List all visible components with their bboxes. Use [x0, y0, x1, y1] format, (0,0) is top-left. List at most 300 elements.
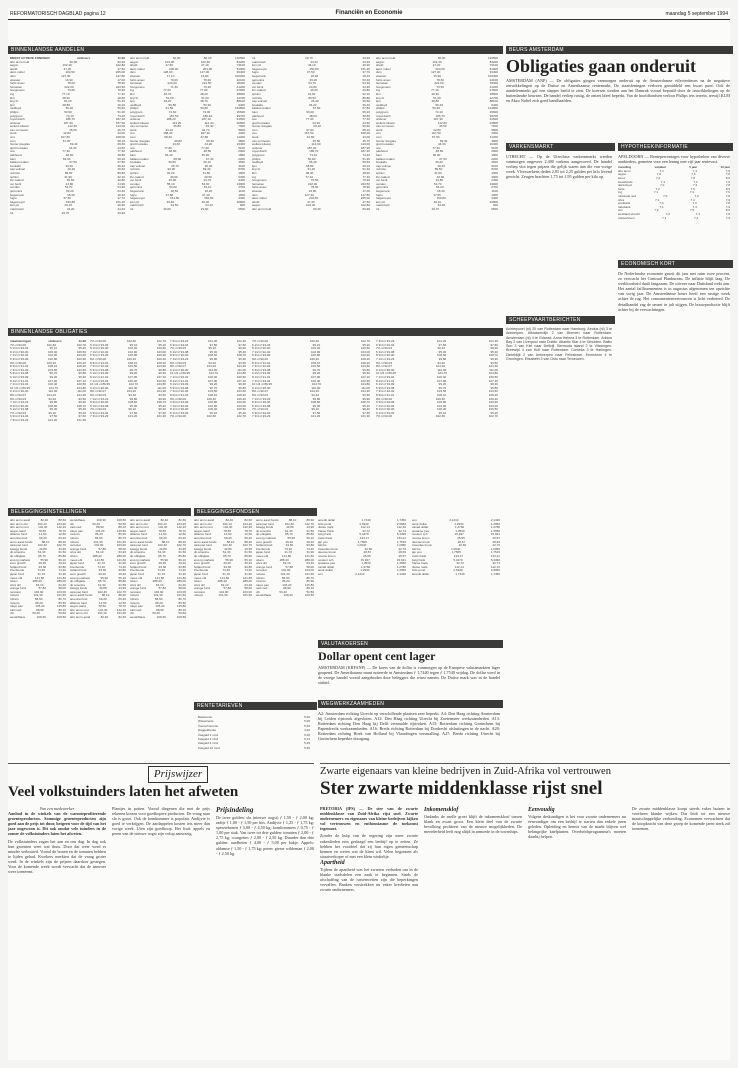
row-label: ecu [412, 519, 417, 522]
row-label: Voorschotrente [198, 723, 219, 728]
row-value: 74,30 [157, 568, 165, 573]
row-value: 89,10 [58, 607, 66, 612]
scheepvaart-body: Achterpoort (nl) 20 van Rotterdam naar Hamburg. Aeolus (nl) 3 te Antwerpen. Alblasserdijk 2 van Bremen naar Rotterdam. Amsterdam (nl) 4 te Gdansk. Anna Helena 3 te Rotterdam. Arklow Bay 2 van Liverpool naar Dublin. Atlantic Star 4 te IJmuiden. Baltic Sun 3 van Kiel naar Delfzijl. Bermuda Island 2 te Vlissingen. Breewijd 4 van Hull naar Rotterdam. Cornelia 3 te Harlingen. Dinteldijk 2 van Antwerpen naar Felixstowe. Eemshorn 4 te Groningen. Elisabeth 3 van Oslo naar Terneuzen. [506, 327, 612, 362]
row-value: 99,90 [362, 396, 370, 401]
row-label: nedlloyd [10, 106, 22, 111]
row-value: 26,40 [67, 167, 76, 172]
row-value: 3100 [491, 163, 498, 168]
row-value: 101,20 [207, 340, 218, 343]
row-label: kon ptt [252, 63, 262, 68]
row-label: nedlloyd [252, 160, 264, 165]
row-value: 12,60 [158, 532, 167, 537]
row-label: amro aand fonds [10, 539, 33, 544]
zuidafrika-sub1: Apartheid [320, 859, 345, 866]
row-value: 121,60 [116, 557, 126, 562]
row-value: 48,80 [431, 99, 439, 104]
row-label: 8 1/2 nl 91-01 [170, 378, 189, 383]
row-value: slotkoers [48, 340, 62, 343]
row-value: 11.00 [117, 57, 125, 60]
dollar-body: AMSTERDAM (KRFANP) — De koers van de dollar is vanmorgen op de Europese valutamarkten lager geopend. De Amerikaanse munt noteerde in Amsterdam ƒ 1,7440 tegen ƒ 1,7540 vrijdag. De dollar werd in de vroege handel vooral aangeboden door beleggers die winst namen. De Duitse mark was in de handel stabiel. [318, 665, 500, 686]
varkens-body: UTRECHT — Op de Utrechtse varkensmarkt werden vanmorgen ongeveer 2.400 varkens aangevoerd. De handel verliep vlot tegen prijzen die gelijk waren aan die van vorige week. Vleesvarkens deden 2,05 tot 2,25 gulden per kilo levend gewicht. Zeugen brachten 1,75 tot 1,95 gulden per kilo op. [506, 154, 612, 180]
row-label: euro growth [194, 561, 210, 566]
row-value: 44,20 [66, 206, 75, 211]
row-value: 2700 [238, 185, 245, 190]
row-value: 109,50 [176, 615, 186, 620]
row-value: 42,70 [201, 127, 210, 132]
row-value: 61500 [236, 117, 245, 122]
row-value: 95,30 [312, 403, 321, 408]
row-label: sphinx [130, 171, 139, 175]
row-label: abn amro hold [130, 57, 150, 60]
row-value: 36,10 [203, 160, 211, 165]
row-value: 3400 [238, 196, 245, 201]
row-value: 108,20 [76, 364, 86, 369]
row-value: 4,92 [304, 728, 310, 733]
row-value: 102,70 [360, 340, 370, 343]
row-value: 78,90 [117, 81, 125, 86]
row-value: 26,40 [311, 99, 319, 104]
row-label: mees obl [70, 557, 83, 562]
row-label: aegon aand [194, 528, 210, 533]
row-value: 102,70 [56, 543, 66, 548]
row-value: 42,80 [306, 135, 315, 140]
row-value: 82,40 [100, 615, 109, 620]
row-value: 31,70 [284, 550, 292, 555]
row-label: wereldhave [10, 615, 26, 620]
row-label: dp obligatie [130, 553, 146, 558]
zuidafrika-body2: Tijdens de apartheid was het zwarten verboden om in de blanke stadsdelen een zaak te beginnen. Sinds de afschaffing van de rassenwetten zijn die beperkingen vervallen. Banken verstrekken nu vaker kredieten aan zwarte ondernemers. [320, 866, 418, 893]
row-value: 49,40 [58, 561, 66, 566]
row-value: 7,9 [725, 168, 730, 173]
row-label: belg frank [412, 557, 426, 562]
row-label: ver bezit [376, 178, 388, 183]
row-value: 109,50 [56, 615, 66, 620]
row-value: 6500 [238, 206, 245, 211]
row-label: 7% nl 93-03 [252, 407, 269, 412]
row-value: 108,60 [310, 400, 321, 405]
row-label: getronics [10, 188, 23, 193]
row-value: 31,90 [306, 550, 314, 555]
row-value: 7,4 [692, 204, 697, 209]
row-label: oce [376, 145, 381, 150]
row-value: 61,30 [97, 582, 106, 587]
row-value: 93,60 [285, 543, 294, 548]
row-label: abn amro rent [194, 525, 213, 530]
row-value: 99,90 [238, 356, 246, 361]
row-value: 95,30 [209, 349, 218, 354]
row-value: 168,40 [163, 131, 173, 136]
row-label: boskalis [252, 102, 263, 107]
row-value: 44,40 [362, 59, 370, 64]
row-value: 41200 [489, 84, 498, 89]
row-label: abn amro aand [194, 519, 215, 522]
row-value: 7,5 [690, 186, 695, 191]
row-label: wereldhave [130, 615, 146, 620]
row-label: abn amro hold [10, 59, 30, 64]
row-value: 61500 [489, 117, 498, 122]
row-label: ahold [252, 199, 260, 204]
row-label: philips [252, 156, 261, 161]
row-value: 7,0 [660, 183, 665, 188]
row-value: 95,10 [209, 410, 218, 415]
row-value: slotkoers [76, 57, 91, 60]
row-value: 7,2 [654, 208, 659, 213]
row-value: 1800 [238, 153, 245, 158]
row-value: 7,0 [665, 211, 670, 216]
row-value: 85,80 [306, 532, 314, 537]
row-label: 6 3/4 nl 94-04 [10, 414, 29, 419]
row-value: 32,20 [166, 171, 175, 175]
row-value: 108,60 [436, 353, 447, 358]
row-value: 127,80 [115, 73, 125, 78]
row-value: 95,10 [49, 346, 58, 351]
row-label: brits pond [412, 568, 426, 573]
row-label: bam [10, 156, 16, 161]
row-value: 108,10 [47, 364, 58, 369]
row-value: 2,1410 [449, 519, 459, 522]
row-value: 188,20 [166, 117, 176, 122]
row-label: japan fund [10, 571, 25, 576]
row-value: 49,00 [201, 199, 210, 204]
row-label: franse frank [412, 561, 428, 566]
row-label: aegon aand [10, 528, 26, 533]
row-value: 2,6960 [396, 521, 406, 526]
row-value: 88,90 [283, 586, 291, 591]
row-value: 48,30 [305, 171, 314, 175]
row-label: royal dutch [130, 113, 145, 118]
row-label: vnu [376, 131, 381, 136]
row-value: 22800 [236, 199, 245, 204]
row-label: stork [376, 127, 383, 132]
row-label: spaanse pes [412, 528, 430, 533]
row-value: 1,7515 [396, 539, 406, 544]
section-beleggingsfondsen: BELEGGINGSFONDSEN [194, 508, 317, 516]
row-label: vib [10, 611, 14, 616]
row-value: 97,60 [78, 414, 86, 419]
row-label: euro growth [130, 561, 146, 566]
row-label: delta lloyd [618, 183, 632, 188]
row-value: 77,10 [61, 91, 70, 96]
row-value: 150,80 [309, 66, 319, 71]
row-value: 100,40 [436, 374, 447, 379]
row-value: 18,50 [170, 188, 179, 193]
row-value: 96,70 [312, 367, 321, 372]
row-label: hagemeyer [10, 199, 26, 204]
row-value: 104,70 [311, 382, 321, 387]
row-label: belg frank [318, 532, 332, 537]
row-value: 8,0 [725, 175, 730, 180]
row-value: 110,90 [208, 367, 218, 372]
row-value: 12700 [236, 95, 245, 100]
row-value: 88,10 [226, 539, 235, 544]
row-value: 86,30 [118, 532, 126, 537]
row-value: 104,80 [488, 371, 498, 376]
row-value: 109,40 [156, 356, 166, 361]
row-value: 61,50 [58, 550, 66, 555]
row-value: 57,80 [98, 546, 106, 551]
row-value: 61,30 [37, 550, 46, 555]
row-label: vast ned [70, 525, 82, 530]
row-value: 51,50 [166, 95, 174, 100]
row-value: 78,50 [158, 528, 166, 533]
row-value: 82,60 [244, 519, 252, 522]
row-value: 1,7440 [455, 571, 465, 576]
row-value: 101,60 [242, 593, 252, 598]
row-label: kpn [130, 99, 135, 104]
row-label: bam [376, 153, 382, 158]
row-label: 9 1/4 nl 90-00 [10, 389, 29, 394]
row-value: 69,20 [159, 535, 167, 540]
row-value: 1,7450 [396, 519, 406, 522]
row-value: 58,00 [306, 564, 314, 569]
row-label: kon ptt [130, 199, 140, 204]
row-value: 18300 [489, 81, 498, 86]
row-value: 104,70 [208, 371, 218, 376]
row-value: 22100 [489, 77, 498, 82]
row-value: 7,1 [659, 168, 664, 173]
row-value: 43,80 [286, 525, 294, 530]
row-value: 85,80 [58, 553, 66, 558]
row-label: begemann [376, 188, 391, 193]
row-value: 44,20 [204, 142, 213, 147]
row-value: 51,00 [201, 95, 209, 100]
row-value: 1,7515 [490, 550, 500, 555]
row-label: ahold [376, 63, 384, 68]
row-label: vast ned [256, 586, 268, 591]
row-value: 68,00 [173, 156, 182, 161]
row-label: ing [376, 88, 381, 93]
row-label: getronics [252, 77, 265, 82]
row-value: 50,40 [32, 611, 40, 616]
row-value: 186,40 [202, 113, 213, 118]
row-value: 48,90 [168, 149, 177, 154]
row-label: orange fund [10, 586, 27, 591]
row-label: macintosh [376, 203, 390, 208]
row-value: 109,30 [206, 396, 216, 401]
row-value: 66,20 [117, 156, 125, 161]
row-value: 2,6940 [453, 568, 463, 573]
row-value: 4500 [238, 160, 245, 165]
row-value: 88,90 [36, 607, 44, 612]
row-label: oce [10, 149, 15, 154]
row-value: 85,80 [178, 553, 186, 558]
row-value: 30,00 [163, 206, 171, 211]
row-value: 186,70 [435, 113, 445, 118]
row-value: 56,80 [168, 102, 177, 107]
row-label: tokyo pac [256, 582, 269, 587]
row-value: 127,30 [304, 192, 314, 197]
instellingen-table-1 [10, 519, 66, 744]
row-value: 93,60 [223, 564, 232, 569]
row-value: 187,90 [360, 145, 370, 150]
row-label: 6 3/4 nl 93-99 [90, 353, 109, 358]
row-label: japan fund [256, 550, 271, 555]
row-value: 113,20 [172, 120, 182, 125]
row-label: america fund [70, 597, 88, 602]
row-value: 128,00 [163, 70, 173, 75]
row-value: 104,20 [435, 364, 445, 369]
row-value: 5,4490 [396, 532, 406, 537]
row-value: 7,0 [663, 193, 668, 198]
row-value: 101,60 [116, 539, 126, 544]
row-value: 24,70 [203, 178, 211, 183]
row-value: 109,30 [96, 519, 106, 522]
row-value: 107,10 [76, 378, 86, 383]
row-value: 7,9 [725, 204, 730, 209]
row-value: 288,40 [279, 557, 289, 562]
row-label: vib [256, 589, 260, 594]
row-label: begemann [10, 192, 25, 197]
row-label: 8 1/2 nl 91-01 [376, 378, 395, 383]
row-value: 102,60 [435, 414, 445, 419]
row-value: 49,20 [285, 539, 293, 544]
row-label: amro aand fonds [130, 539, 153, 544]
row-value: 101,60 [176, 593, 186, 598]
row-value: 61,30 [222, 550, 231, 555]
row-value: 145,20 [282, 582, 292, 587]
row-label: sphinx [252, 91, 261, 96]
row-value: 5,06 [304, 732, 310, 737]
row-value: 50,90 [64, 109, 72, 114]
row-value: 8,0 [725, 208, 730, 213]
row-value: 45,40 [205, 124, 214, 129]
row-value: 49,10 [117, 102, 125, 107]
row-value: 50,90 [307, 156, 316, 161]
row-label: orange fund [256, 564, 273, 569]
row-label: 8 1/2 nl 91-01 [252, 374, 271, 379]
row-value: 63,10 [203, 185, 212, 190]
row-label: ver bezit [252, 84, 264, 89]
row-label: polygram [252, 153, 265, 158]
row-value: 55,90 [40, 557, 48, 562]
row-label: Wisselrente [198, 719, 214, 724]
row-value: 145,20 [155, 604, 165, 609]
row-label: austr dollar [318, 568, 333, 573]
row-value: 49,20 [98, 571, 106, 576]
row-label: stork [252, 135, 259, 140]
row-value: 18,20 [204, 188, 213, 193]
row-value: 86,20 [95, 532, 103, 537]
row-label: royal dutch [376, 113, 391, 118]
row-value: 51,20 [307, 167, 316, 172]
row-value: 63,20 [118, 550, 126, 555]
row-value: 20800 [236, 120, 245, 125]
row-value: 31,90 [178, 571, 186, 576]
row-value: 1,2760 [360, 564, 371, 569]
row-label: dp obligatie [194, 553, 210, 558]
row-value: 60,90 [117, 59, 125, 64]
row-value: 66,00 [432, 153, 441, 158]
row-label: ballast nedam [130, 156, 149, 161]
row-value: 101,30 [93, 539, 103, 544]
row-value: 142,40 [176, 525, 186, 530]
row-value: 150,60 [204, 196, 214, 201]
row-label: fortis amev [252, 185, 267, 190]
row-value: 40,50 [204, 174, 212, 179]
row-value: 102,30 [200, 59, 210, 64]
row-value: 133,21 [396, 535, 406, 540]
row-label: unilever [376, 117, 387, 122]
obligaties-table-1 [10, 340, 86, 505]
row-label: mees obl [194, 575, 207, 580]
row-label: 6% nl 93-03 [376, 360, 393, 365]
row-value: 97,50 [312, 410, 321, 415]
row-value: 29,60 [200, 206, 209, 211]
row-value: 88,30 [58, 539, 66, 544]
row-value: 24,90 [362, 84, 370, 89]
row-value: 77,30 [305, 117, 314, 122]
row-label: polygram [130, 109, 143, 114]
row-label: hunter douglas [130, 138, 150, 143]
row-value: 101,60 [304, 571, 314, 576]
table-row [194, 594, 252, 598]
row-label: 5 3/4 nl 93-98 [170, 385, 189, 390]
row-value: 85,70 [285, 532, 293, 537]
zuidafrika-lead: PRETORIA (IPS) — De ster van de zwarte middenklasse van Zuid-Afrika rijst snel. Zwarte ondernemers en eigenaars van kleine bedrijven kijken vol vertrouwen en enthousiasme de toekomst tegemoet. [320, 806, 418, 832]
row-value: 2,1430 [396, 571, 406, 576]
table-row [70, 616, 126, 620]
row-label: gist brocades [10, 145, 28, 150]
row-value: 7,4 [694, 215, 699, 220]
row-value: 44,20 [310, 59, 318, 64]
row-value: 18,30 [67, 192, 75, 197]
row-label: akzo nobel [130, 66, 145, 71]
row-value: 7,3 [693, 183, 698, 188]
row-label: belegg fonds [194, 546, 212, 551]
row-label: ecu [318, 571, 323, 576]
row-label: asia pac fund [194, 543, 212, 548]
row-value: 2,6940 [359, 521, 369, 526]
obligaties-table-4 [252, 340, 370, 505]
row-value: 97,60 [362, 410, 370, 415]
row-label: ital lire [412, 546, 421, 551]
row-value: 88,10 [161, 539, 170, 544]
row-value: 74,30 [222, 568, 230, 573]
row-value: 7,5 [690, 208, 695, 213]
row-value: 18,40 [117, 192, 125, 197]
row-value: 86,50 [34, 597, 43, 602]
row-value: 88,90 [96, 525, 104, 530]
row-value: 142,40 [242, 525, 252, 530]
row-label: aegon [618, 172, 627, 177]
row-label: fugro [252, 70, 259, 75]
row-value: 63,10 [35, 582, 44, 587]
row-value: 41200 [236, 84, 245, 89]
row-value: 50,40 [279, 589, 287, 594]
row-label: 5 3/4 nl 93-98 [90, 367, 109, 372]
row-value: 28,67 [457, 539, 466, 544]
row-value: 82,40 [160, 519, 169, 522]
row-value: 49,30 [117, 203, 125, 208]
row-value: 900 [492, 203, 498, 208]
row-value: 69,20 [99, 597, 107, 602]
row-label: euro growth [70, 571, 86, 576]
row-value: 60,30 [203, 57, 212, 60]
row-value: 99,20 [362, 407, 370, 412]
row-label: jap yen [412, 550, 422, 555]
row-value: 222,00 [434, 81, 444, 86]
row-value: 7,9 [725, 190, 730, 195]
row-label: emerg markets [10, 557, 31, 562]
row-value: 107,00 [127, 374, 138, 379]
row-value: 58,00 [58, 586, 66, 591]
row-value: 101,30 [76, 418, 86, 423]
row-value: 56,30 [203, 102, 211, 107]
row-label: csm [376, 135, 382, 140]
row-value: 63,20 [178, 582, 186, 587]
row-value: 107,10 [156, 374, 166, 379]
row-value: 12,60 [244, 532, 252, 537]
